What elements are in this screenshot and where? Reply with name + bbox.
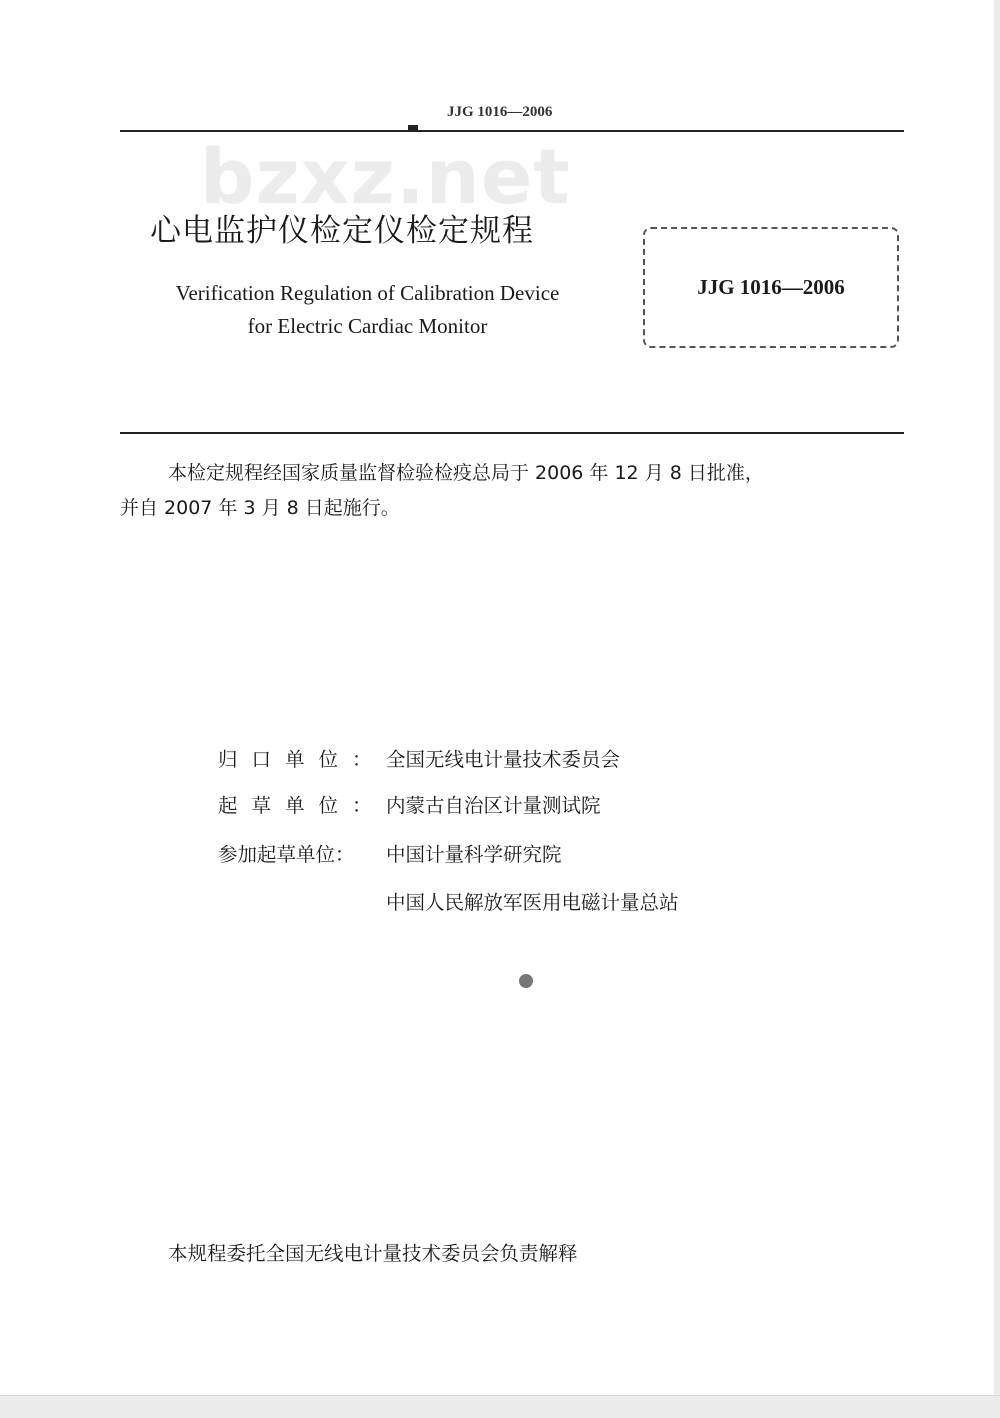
page-edge-right [994, 0, 1000, 1418]
watermark: bzxz.net [200, 132, 571, 221]
title-section-rule [120, 432, 904, 434]
drafting-unit-value: 内蒙古自治区计量测试院 [386, 794, 601, 817]
approval-statement-line2: 并自 2007 年 3 月 8 日起施行。 [120, 497, 400, 519]
standard-code-box-text: JJG 1016—2006 [697, 275, 845, 299]
page-edge-bottom [0, 1395, 1000, 1418]
participating-unit-value-2: 中国人民解放军医用电磁计量总站 [386, 891, 679, 914]
document-title-english-line1: Verification Regulation of Calibration Device [175, 281, 560, 305]
participating-unit-row [218, 839, 562, 867]
participating-unit-label: 参加起草单位： [218, 843, 355, 866]
center-dot-mark [519, 974, 533, 988]
drafting-unit-label: 起草单位： [218, 794, 386, 817]
document-title-english-line2: for Electric Cardiac Monitor [247, 314, 488, 338]
header-rule-tick [408, 125, 418, 131]
responsible-unit-label: 归口单位： [218, 748, 386, 771]
participating-unit-value-1: 中国计量科学研究院 [386, 843, 562, 866]
responsible-unit-value: 全国无线电计量技术委员会 [386, 748, 621, 771]
participating-unit-row-2 [218, 887, 679, 915]
standard-code-box [643, 227, 899, 348]
header-standard-code: JJG 1016—2006 [447, 104, 553, 120]
approval-statement-line1: 本检定规程经国家质量监督检验检疫总局于 2006 年 12 月 8 日批准， [168, 462, 764, 484]
interpretation-note: 本规程委托全国无线电计量技术委员会负责解释 [168, 1242, 578, 1265]
document-title-chinese: 心电监护仪检定仪检定规程 [150, 213, 534, 249]
drafting-unit-row [218, 790, 601, 818]
responsible-unit-row [218, 744, 620, 772]
